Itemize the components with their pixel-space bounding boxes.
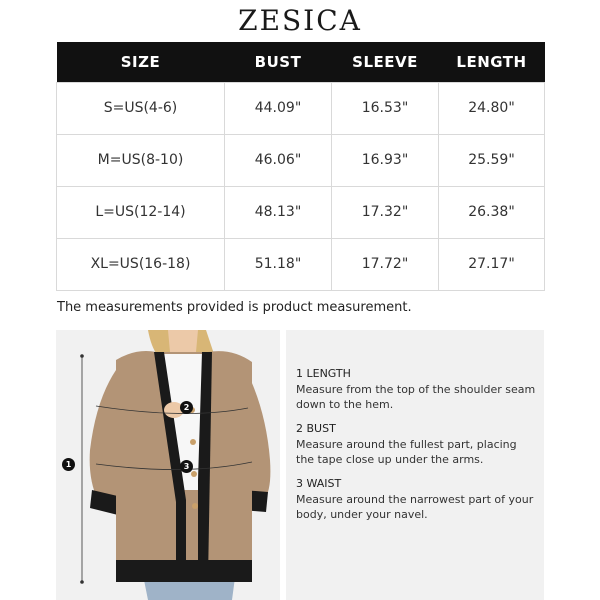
table-row: [57, 186, 545, 238]
length-title: 1 LENGTH: [296, 367, 351, 380]
length-text: Measure from the top of the shoulder seam down to the hem.: [296, 383, 536, 411]
column-header-sleeve: SLEEVE: [332, 42, 439, 82]
size-cell: S=US(4-6): [57, 82, 225, 134]
sleeve-cell: 17.32": [332, 186, 439, 238]
sleeve-cell: 17.72": [332, 238, 439, 290]
table-row: [57, 238, 545, 290]
bust-cell: 51.18": [225, 238, 332, 290]
cardigan-illustration: [56, 330, 280, 600]
bust-title: 2 BUST: [296, 422, 336, 435]
column-header-bust: BUST: [225, 42, 332, 82]
length-cell: 26.38": [439, 186, 545, 238]
size-chart-table: [56, 42, 545, 291]
length-cell: 27.17": [439, 238, 545, 290]
waist-instruction: [296, 476, 536, 522]
table-row: [57, 82, 545, 134]
waist-title: 3 WAIST: [296, 477, 342, 490]
bust-instruction: [296, 421, 536, 467]
table-row: [57, 134, 545, 186]
length-marker: 1: [62, 458, 75, 471]
sleeve-cell: 16.93": [332, 134, 439, 186]
bust-cell: 46.06": [225, 134, 332, 186]
size-cell: XL=US(16-18): [57, 238, 225, 290]
waist-marker: 3: [180, 460, 193, 473]
size-cell: M=US(8-10): [57, 134, 225, 186]
column-header-size: SIZE: [57, 42, 225, 82]
table-header-row: [57, 42, 545, 82]
bust-cell: 48.13": [225, 186, 332, 238]
sleeve-cell: 16.53": [332, 82, 439, 134]
brand-logo: ZESICA: [238, 3, 362, 37]
bust-marker: 2: [180, 401, 193, 414]
measurement-note: The measurements provided is product measurement.: [57, 300, 412, 315]
product-photo: [56, 330, 280, 600]
measurement-guide: [286, 330, 544, 600]
bust-cell: 44.09": [225, 82, 332, 134]
bust-text: Measure around the fullest part, placing the tape close up under the arms.: [296, 438, 517, 466]
waist-text: Measure around the narrowest part of your body, under your navel.: [296, 493, 534, 521]
size-cell: L=US(12-14): [57, 186, 225, 238]
column-header-length: LENGTH: [439, 42, 545, 82]
length-cell: 25.59": [439, 134, 545, 186]
length-instruction: [296, 366, 536, 412]
length-cell: 24.80": [439, 82, 545, 134]
